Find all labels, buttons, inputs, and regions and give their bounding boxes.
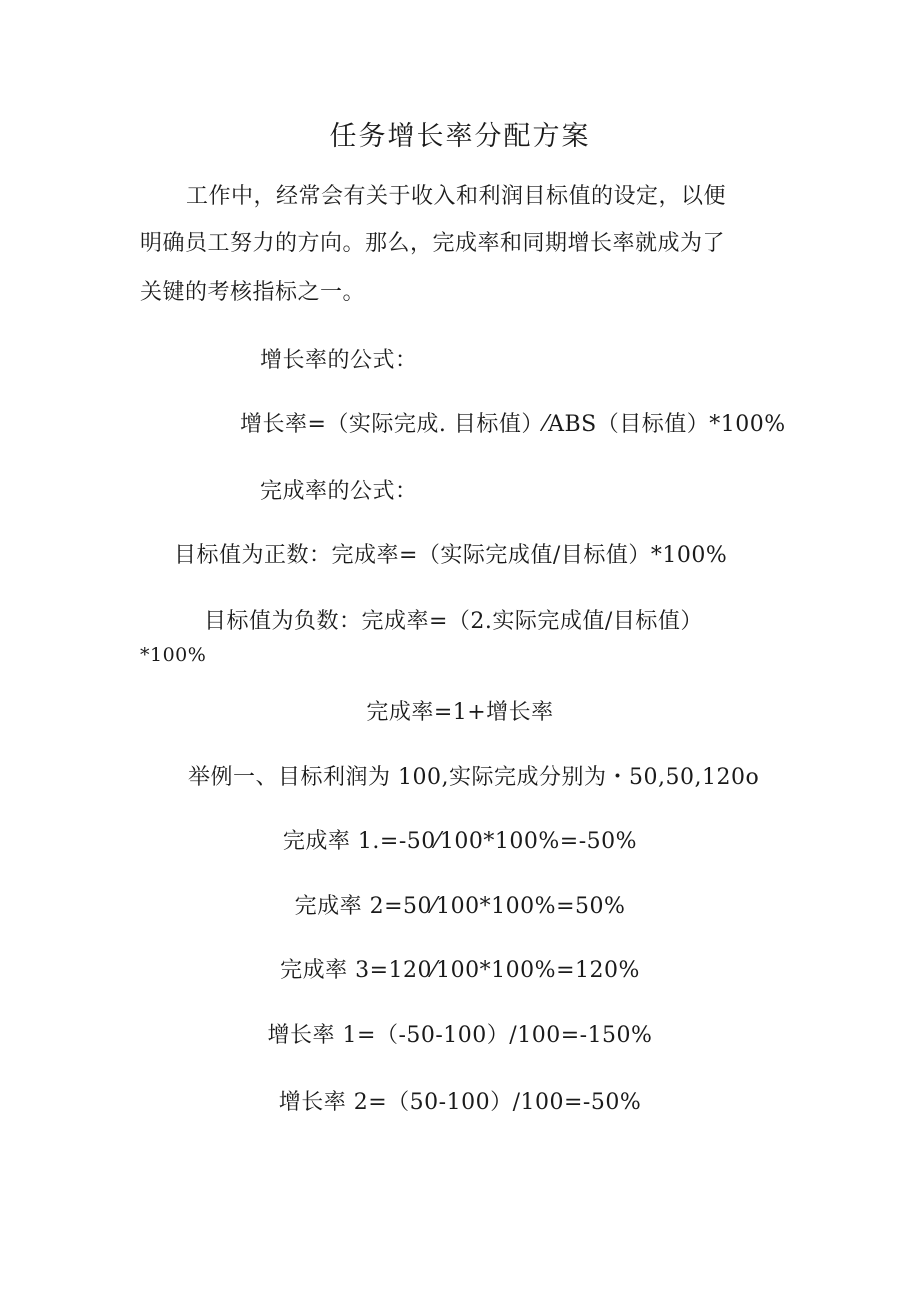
example-line-2: 完成率 2=50⁄100*100%=50% (294, 894, 626, 919)
intro-line-2: 明确员工努力的方向。那么，完成率和同期增长率就成为了 (140, 231, 726, 256)
growth-formula-heading: 增长率的公式： (260, 348, 418, 373)
growth-formula: 增长率=（实际完成. 目标值）⁄ABS（目标值）*100% (240, 412, 786, 437)
completion-positive-formula: 目标值为正数：完成率=（实际完成值/目标值）*100% (174, 543, 728, 568)
intro-line-1: 工作中，经常会有关于收入和利润目标值的设定，以便 (186, 184, 727, 209)
example-line-3: 完成率 3=120⁄100*100%=120% (280, 958, 640, 983)
example-line-5: 增长率 2=（50-100）/100=-50% (278, 1090, 642, 1115)
completion-negative-formula-cont: *100% (140, 644, 207, 666)
example-heading: 举例一、目标利润为 100,实际完成分别为・50,50,120o (188, 765, 760, 790)
page-title: 任务增长率分配方案 (329, 121, 591, 152)
intro-line-3: 关键的考核指标之一。 (140, 280, 366, 305)
relation-formula: 完成率=1+增长率 (366, 700, 554, 725)
example-line-1: 完成率 1.=-50⁄100*100%=-50% (282, 829, 638, 854)
completion-negative-formula: 目标值为负数：完成率=（2.实际完成值/目标值） (204, 609, 703, 634)
example-line-4: 增长率 1=（-50-100）/100=-150% (267, 1023, 653, 1048)
completion-formula-heading: 完成率的公式： (260, 479, 418, 504)
